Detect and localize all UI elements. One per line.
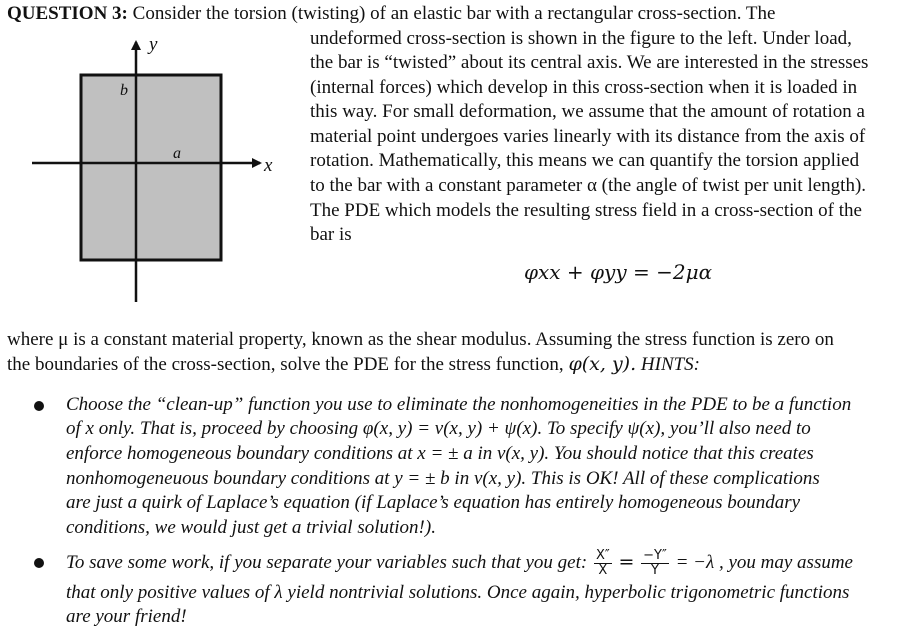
question-intro: Consider the torsion (twisting) of an elastic bar with a rectangular cross-section. The [132, 3, 776, 24]
body-line-2 [7, 352, 700, 377]
hint-2-line-2: that only positive values of λ yield nontrivial solutions. Once again, hyperbolic trigonometric functions [66, 582, 850, 603]
hint-1-line-2: of x only. That is, proceed by choosing φ(x, y) = v(x, y) + ψ(x). To specify ψ(x), you’ll also need to [66, 418, 811, 439]
question-label: QUESTION 3: [7, 3, 128, 24]
body-line-1: where μ is a constant material property, known as the shear modulus. Assuming the stress function is zero on [7, 329, 834, 350]
fraction-x-denominator: X [598, 563, 608, 579]
right-line-8: The PDE which models the resulting stress field in a cross-section of the [310, 200, 862, 221]
hint-1-line-5: are just a quirk of Laplace’s equation (if Laplace’s equation has entirely homogeneous boundary [66, 492, 801, 513]
hint-1-line-6: conditions, we would just get a trivial solution!). [66, 517, 436, 538]
hints-label: HINTS: [640, 354, 701, 375]
fraction-y-numerator: −Y″ [643, 548, 667, 564]
right-line-9: bar is [310, 224, 352, 245]
hint-1-line-1: Choose the “clean-up” function you use to eliminate the nonhomogeneities in the PDE to be a function [66, 394, 852, 415]
cross-section-rectangle [81, 75, 221, 260]
b-dimension-label: b [120, 82, 128, 99]
right-line-5: material point undergoes varies linearly with its distance from the axis of [310, 126, 866, 147]
a-dimension-label: a [173, 145, 181, 162]
right-line-2: the bar is “twisted” about its central axis. We are interested in the stresses [310, 52, 869, 73]
right-line-4: this way. For small deformation, we assume that the amount of rotation a [310, 101, 865, 122]
hint-2-line-1-tail: = −λ , you may assume [675, 552, 853, 573]
fraction-x [594, 549, 612, 578]
body-line-2-text: the boundaries of the cross-section, solve the PDE for the stress function, [7, 354, 564, 375]
cross-section-figure [28, 30, 290, 310]
fraction-x-numerator: X″ [595, 548, 610, 564]
fraction-y [641, 549, 669, 578]
fraction-y-denominator: Y [651, 563, 659, 579]
right-line-3: (internal forces) which develop in this cross-section when it is loaded in [310, 77, 858, 98]
stress-function: φ(x, y). [568, 353, 637, 375]
hint-2-line-1 [66, 545, 853, 580]
equals-sign: = [618, 551, 635, 573]
right-line-1: undeformed cross-section is shown in the figure to the left. Under load, [310, 28, 852, 49]
hint-2-line-3: are your friend! [66, 606, 187, 627]
right-line-6: rotation. Mathematically, this means we can quantify the torsion applied [310, 150, 860, 171]
hint-2-bullet [34, 558, 44, 568]
right-line-7: to the bar with a constant parameter α (the angle of twist per unit length). [310, 175, 867, 196]
hint-1-line-4: nonhomogeneuous boundary conditions at y = ± b in v(x, y). This is OK! All of these complications [66, 468, 820, 489]
question-header [7, 2, 775, 26]
hint-1-line-3: enforce homogeneous boundary conditions at x = ± a in v(x, y). You should notice that this creates [66, 443, 814, 464]
hint-1-bullet [34, 401, 44, 411]
y-axis-label: y [149, 34, 158, 55]
x-axis-label: x [264, 155, 273, 176]
hint-2-line-1-text: To save some work, if you separate your variables such that you get: [66, 552, 588, 573]
pde-equation: φxx + φyy = −2μα [524, 260, 713, 284]
